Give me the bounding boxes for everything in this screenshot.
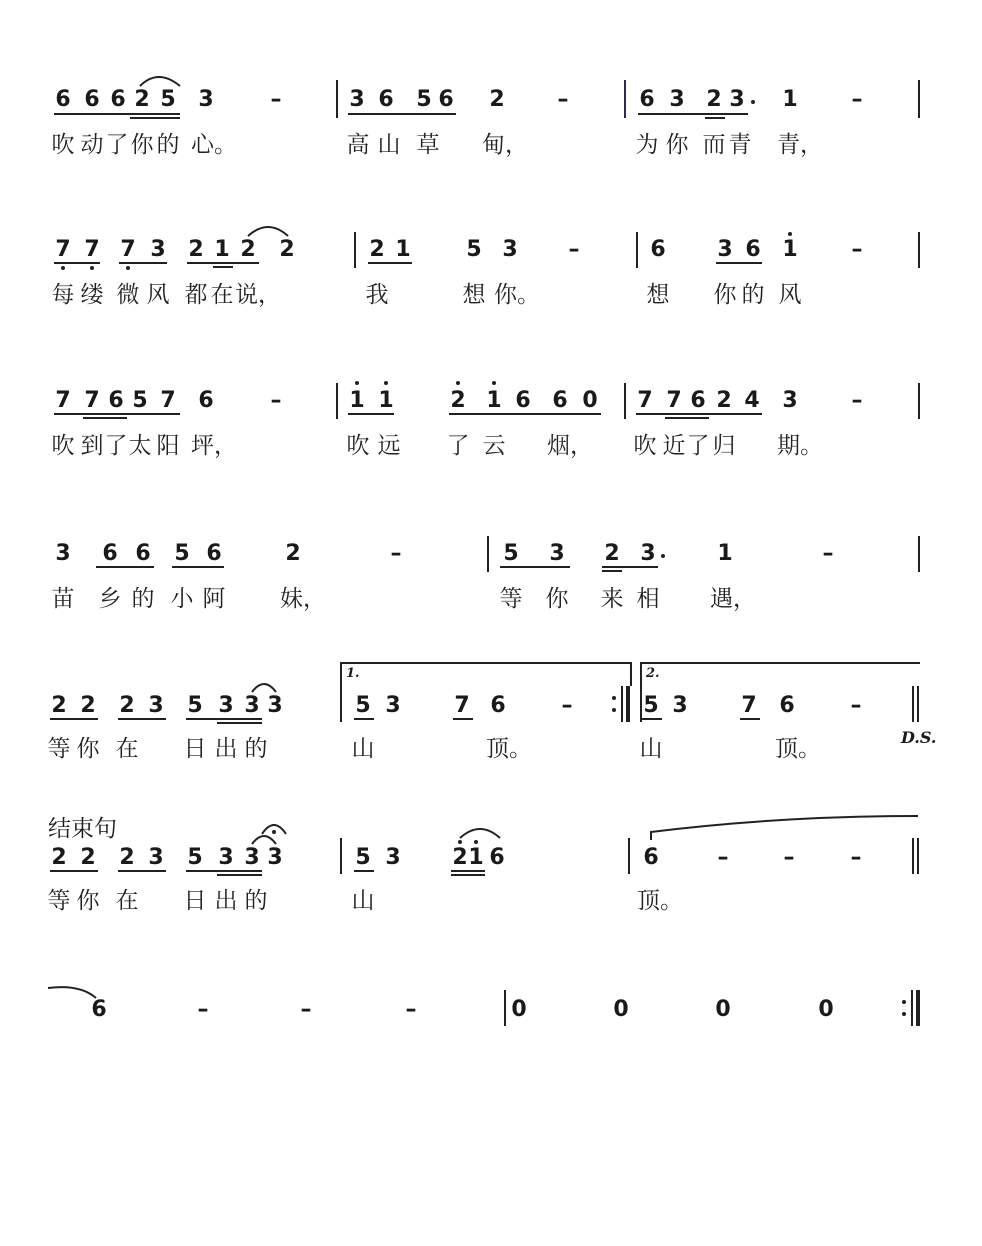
volta-2-label: 2. (646, 666, 660, 681)
note: 6 (198, 388, 214, 413)
lyric: 缕 (80, 282, 104, 308)
note: 3 (244, 845, 260, 870)
note: 7 (741, 693, 757, 718)
lyric: 来 (600, 586, 624, 612)
dash: – (783, 845, 795, 870)
lyric: 归 (712, 433, 736, 459)
barline (504, 990, 506, 1026)
lyric: 在 (115, 736, 139, 762)
note: 3 (55, 541, 71, 566)
dash: – (405, 997, 417, 1022)
note: 5 (187, 845, 203, 870)
note: 5 (187, 693, 203, 718)
lyric: 等 (47, 736, 71, 762)
lyric: 在 (210, 282, 234, 308)
octave-dot-above (492, 381, 496, 385)
lyric: 的 (156, 132, 180, 158)
underline (172, 566, 224, 568)
lyric: 吹 (51, 132, 75, 158)
lyric: 想 (462, 282, 486, 308)
volta-2-bracket (640, 662, 920, 686)
lyric: 烟， (547, 433, 593, 459)
dash: – (557, 87, 569, 112)
lyric: 坪， (191, 433, 237, 459)
lyric: 在 (115, 888, 139, 914)
note: 3 (148, 693, 164, 718)
lyric: 的 (244, 888, 268, 914)
note: 5 (160, 87, 176, 112)
slur (0, 80, 982, 140)
rest: 0 (613, 997, 629, 1022)
underline (96, 566, 154, 568)
lyric: 你 (545, 586, 569, 612)
note: 2 (188, 237, 204, 262)
note: 2 (604, 541, 620, 566)
note: 1 (782, 237, 798, 262)
note: 1 (486, 388, 502, 413)
barline (487, 536, 489, 572)
note: 7 (55, 237, 71, 262)
lyric: 风 (146, 282, 170, 308)
note: 3 (267, 693, 283, 718)
note: 3 (385, 845, 401, 870)
augmentation-dot (661, 554, 665, 558)
barline (340, 686, 342, 722)
lyric: 想 (646, 282, 670, 308)
repeat-barline (621, 686, 623, 722)
note: 7 (120, 237, 136, 262)
note: 7 (160, 388, 176, 413)
note: 6 (102, 541, 118, 566)
lyric: 出 (214, 736, 238, 762)
repeat-barline (911, 990, 913, 1026)
lyric: 相 (636, 586, 660, 612)
note: 2 (369, 237, 385, 262)
lyric: 吹 (346, 433, 370, 459)
note: 3 (717, 237, 733, 262)
lyric: 日 (183, 736, 207, 762)
note: 4 (744, 388, 760, 413)
final-barline (912, 686, 914, 722)
lyric: 了 (446, 433, 470, 459)
repeat-dot (902, 1000, 906, 1004)
tie (0, 994, 982, 1034)
note: 3 (198, 87, 214, 112)
lyric: 了 (104, 433, 128, 459)
note: 3 (218, 693, 234, 718)
lyric: 心。 (191, 132, 237, 158)
note: 1 (214, 237, 230, 262)
dash: – (851, 388, 863, 413)
barline (640, 686, 642, 722)
note: 2 (119, 845, 135, 870)
barline (918, 383, 920, 419)
note: 2 (452, 845, 468, 870)
note: 6 (745, 237, 761, 262)
lyric: 乡 (98, 586, 122, 612)
dash: – (851, 87, 863, 112)
note: 3 (244, 693, 260, 718)
note: 6 (690, 388, 706, 413)
lyric: 草 (416, 132, 440, 158)
note: 2 (119, 693, 135, 718)
lyric: 吹 (51, 433, 75, 459)
note: 7 (666, 388, 682, 413)
note: 5 (355, 693, 371, 718)
lyric: 近 (662, 433, 686, 459)
lyric: 青 (728, 132, 752, 158)
note: 6 (639, 87, 655, 112)
lyric: 等 (47, 888, 71, 914)
repeat-dot (612, 696, 616, 700)
note: 6 (55, 87, 71, 112)
note: 6 (489, 845, 505, 870)
underline (83, 417, 127, 419)
lyric: 遇， (710, 586, 756, 612)
underline (602, 566, 658, 568)
note: 5 (355, 845, 371, 870)
lyric: 了 (686, 433, 710, 459)
fermata-and-slurs (0, 842, 982, 902)
lyric: 远 (377, 433, 401, 459)
note: 7 (454, 693, 470, 718)
underline (602, 570, 622, 572)
lyric: 到 (80, 433, 104, 459)
lyric: 你 (76, 736, 100, 762)
lyric: 说， (235, 282, 281, 308)
volta-1-bracket (340, 662, 632, 686)
note: 2 (51, 845, 67, 870)
note: 6 (91, 997, 107, 1022)
note: 2 (80, 845, 96, 870)
repeat-dot (612, 708, 616, 712)
barline (340, 838, 342, 874)
note: 1 (349, 388, 365, 413)
note: 2 (716, 388, 732, 413)
note: 5 (174, 541, 190, 566)
underline (449, 413, 601, 415)
lyric: 青， (777, 132, 823, 158)
note: 6 (84, 87, 100, 112)
lyric: 太 (128, 433, 152, 459)
note: 1 (717, 541, 733, 566)
lyric: 山 (351, 888, 375, 914)
note: 6 (135, 541, 151, 566)
note: 6 (378, 87, 394, 112)
dash: – (390, 541, 402, 566)
repeat-barline (626, 686, 630, 722)
note: 1 (468, 845, 484, 870)
note: 1 (782, 87, 798, 112)
underline (500, 566, 570, 568)
note: 5 (503, 541, 519, 566)
rest: 0 (511, 997, 527, 1022)
note: 5 (643, 693, 659, 718)
note: 6 (490, 693, 506, 718)
note: 2 (450, 388, 466, 413)
lyric: 你。 (494, 282, 540, 308)
note: 3 (672, 693, 688, 718)
note: 6 (779, 693, 795, 718)
note: 6 (552, 388, 568, 413)
lyric: 动 (80, 132, 104, 158)
lyric: 风 (778, 282, 802, 308)
octave-dot-above (384, 381, 388, 385)
lyric: 你 (665, 132, 689, 158)
lyric: 我 (365, 282, 389, 308)
underline (636, 413, 762, 415)
dash: – (300, 997, 312, 1022)
volta-1-label: 1. (346, 666, 360, 681)
underline (665, 417, 709, 419)
lyric: 的 (131, 586, 155, 612)
lyric: 等 (499, 586, 523, 612)
octave-dot-above (355, 381, 359, 385)
lyric: 你 (76, 888, 100, 914)
note: 3 (669, 87, 685, 112)
note: 7 (84, 388, 100, 413)
barline (628, 838, 630, 874)
lyric: 而 (702, 132, 726, 158)
dash: – (197, 997, 209, 1022)
underline (54, 413, 180, 415)
barline (918, 536, 920, 572)
note: 6 (650, 237, 666, 262)
lyric: 了 (105, 132, 129, 158)
octave-dot-above (456, 381, 460, 385)
lyric: 甸， (482, 132, 528, 158)
underline (348, 413, 394, 415)
dash: – (270, 388, 282, 413)
lyric: 顶。 (637, 888, 683, 914)
note: 6 (206, 541, 222, 566)
lyric: 苗 (51, 586, 75, 612)
note: 2 (80, 693, 96, 718)
note: 3 (502, 237, 518, 262)
lyric: 阿 (202, 586, 226, 612)
lyric: 顶。 (775, 736, 821, 762)
note: 3 (267, 845, 283, 870)
note: 2 (279, 237, 295, 262)
lyric: 山 (639, 736, 663, 762)
note: 5 (132, 388, 148, 413)
dash: – (851, 237, 863, 262)
dash: – (561, 693, 573, 718)
note: 1 (395, 237, 411, 262)
note: 0 (582, 388, 598, 413)
note: 3 (549, 541, 565, 566)
note: 7 (84, 237, 100, 262)
note: 5 (466, 237, 482, 262)
lyric: 阳 (156, 433, 180, 459)
repeat-dot (902, 1012, 906, 1016)
note: 3 (729, 87, 745, 112)
note: 2 (240, 237, 256, 262)
note: 3 (148, 845, 164, 870)
note: 2 (489, 87, 505, 112)
final-barline (917, 686, 919, 722)
barline (336, 383, 338, 419)
dash: – (850, 693, 862, 718)
lyric: 高 (346, 132, 370, 158)
note: 2 (706, 87, 722, 112)
note: 7 (55, 388, 71, 413)
note: 6 (110, 87, 126, 112)
note: 3 (150, 237, 166, 262)
note: 3 (782, 388, 798, 413)
note: 2 (285, 541, 301, 566)
note: 2 (51, 693, 67, 718)
lyric: 的 (244, 736, 268, 762)
lyric: 微 (116, 282, 140, 308)
barline (624, 383, 626, 419)
lyric: 顶。 (486, 736, 532, 762)
note: 6 (438, 87, 454, 112)
dash: – (822, 541, 834, 566)
note: 6 (108, 388, 124, 413)
lyric: 日 (183, 888, 207, 914)
lyric: 期。 (777, 433, 823, 459)
lyric: 山 (377, 132, 401, 158)
lyric: 出 (214, 888, 238, 914)
lyric: 每 (51, 282, 75, 308)
lyric: 都 (184, 282, 208, 308)
final-barline (912, 838, 914, 874)
note: 3 (640, 541, 656, 566)
final-barline (917, 838, 919, 874)
lyric: 妹， (280, 586, 326, 612)
note: 3 (218, 845, 234, 870)
lyric: 你 (130, 132, 154, 158)
lyric: 吹 (633, 433, 657, 459)
note: 6 (643, 845, 659, 870)
lyric: 山 (351, 736, 375, 762)
note: 1 (378, 388, 394, 413)
note: 7 (637, 388, 653, 413)
lyric: 的 (741, 282, 765, 308)
repeat-barline (916, 990, 920, 1026)
dash: – (568, 237, 580, 262)
note: 3 (349, 87, 365, 112)
dash: – (850, 845, 862, 870)
lyric: 为 (635, 132, 659, 158)
note: 5 (416, 87, 432, 112)
dal-segno-label: D.S. (901, 728, 937, 747)
coda-caption: 结束句 (48, 816, 117, 842)
lyric: 小 (170, 586, 194, 612)
note: 3 (385, 693, 401, 718)
lyric: 云 (482, 433, 506, 459)
rest: 0 (818, 997, 834, 1022)
lyric: 你 (713, 282, 737, 308)
note: 6 (515, 388, 531, 413)
dash: – (270, 87, 282, 112)
dash: – (717, 845, 729, 870)
note: 2 (134, 87, 150, 112)
rest: 0 (715, 997, 731, 1022)
